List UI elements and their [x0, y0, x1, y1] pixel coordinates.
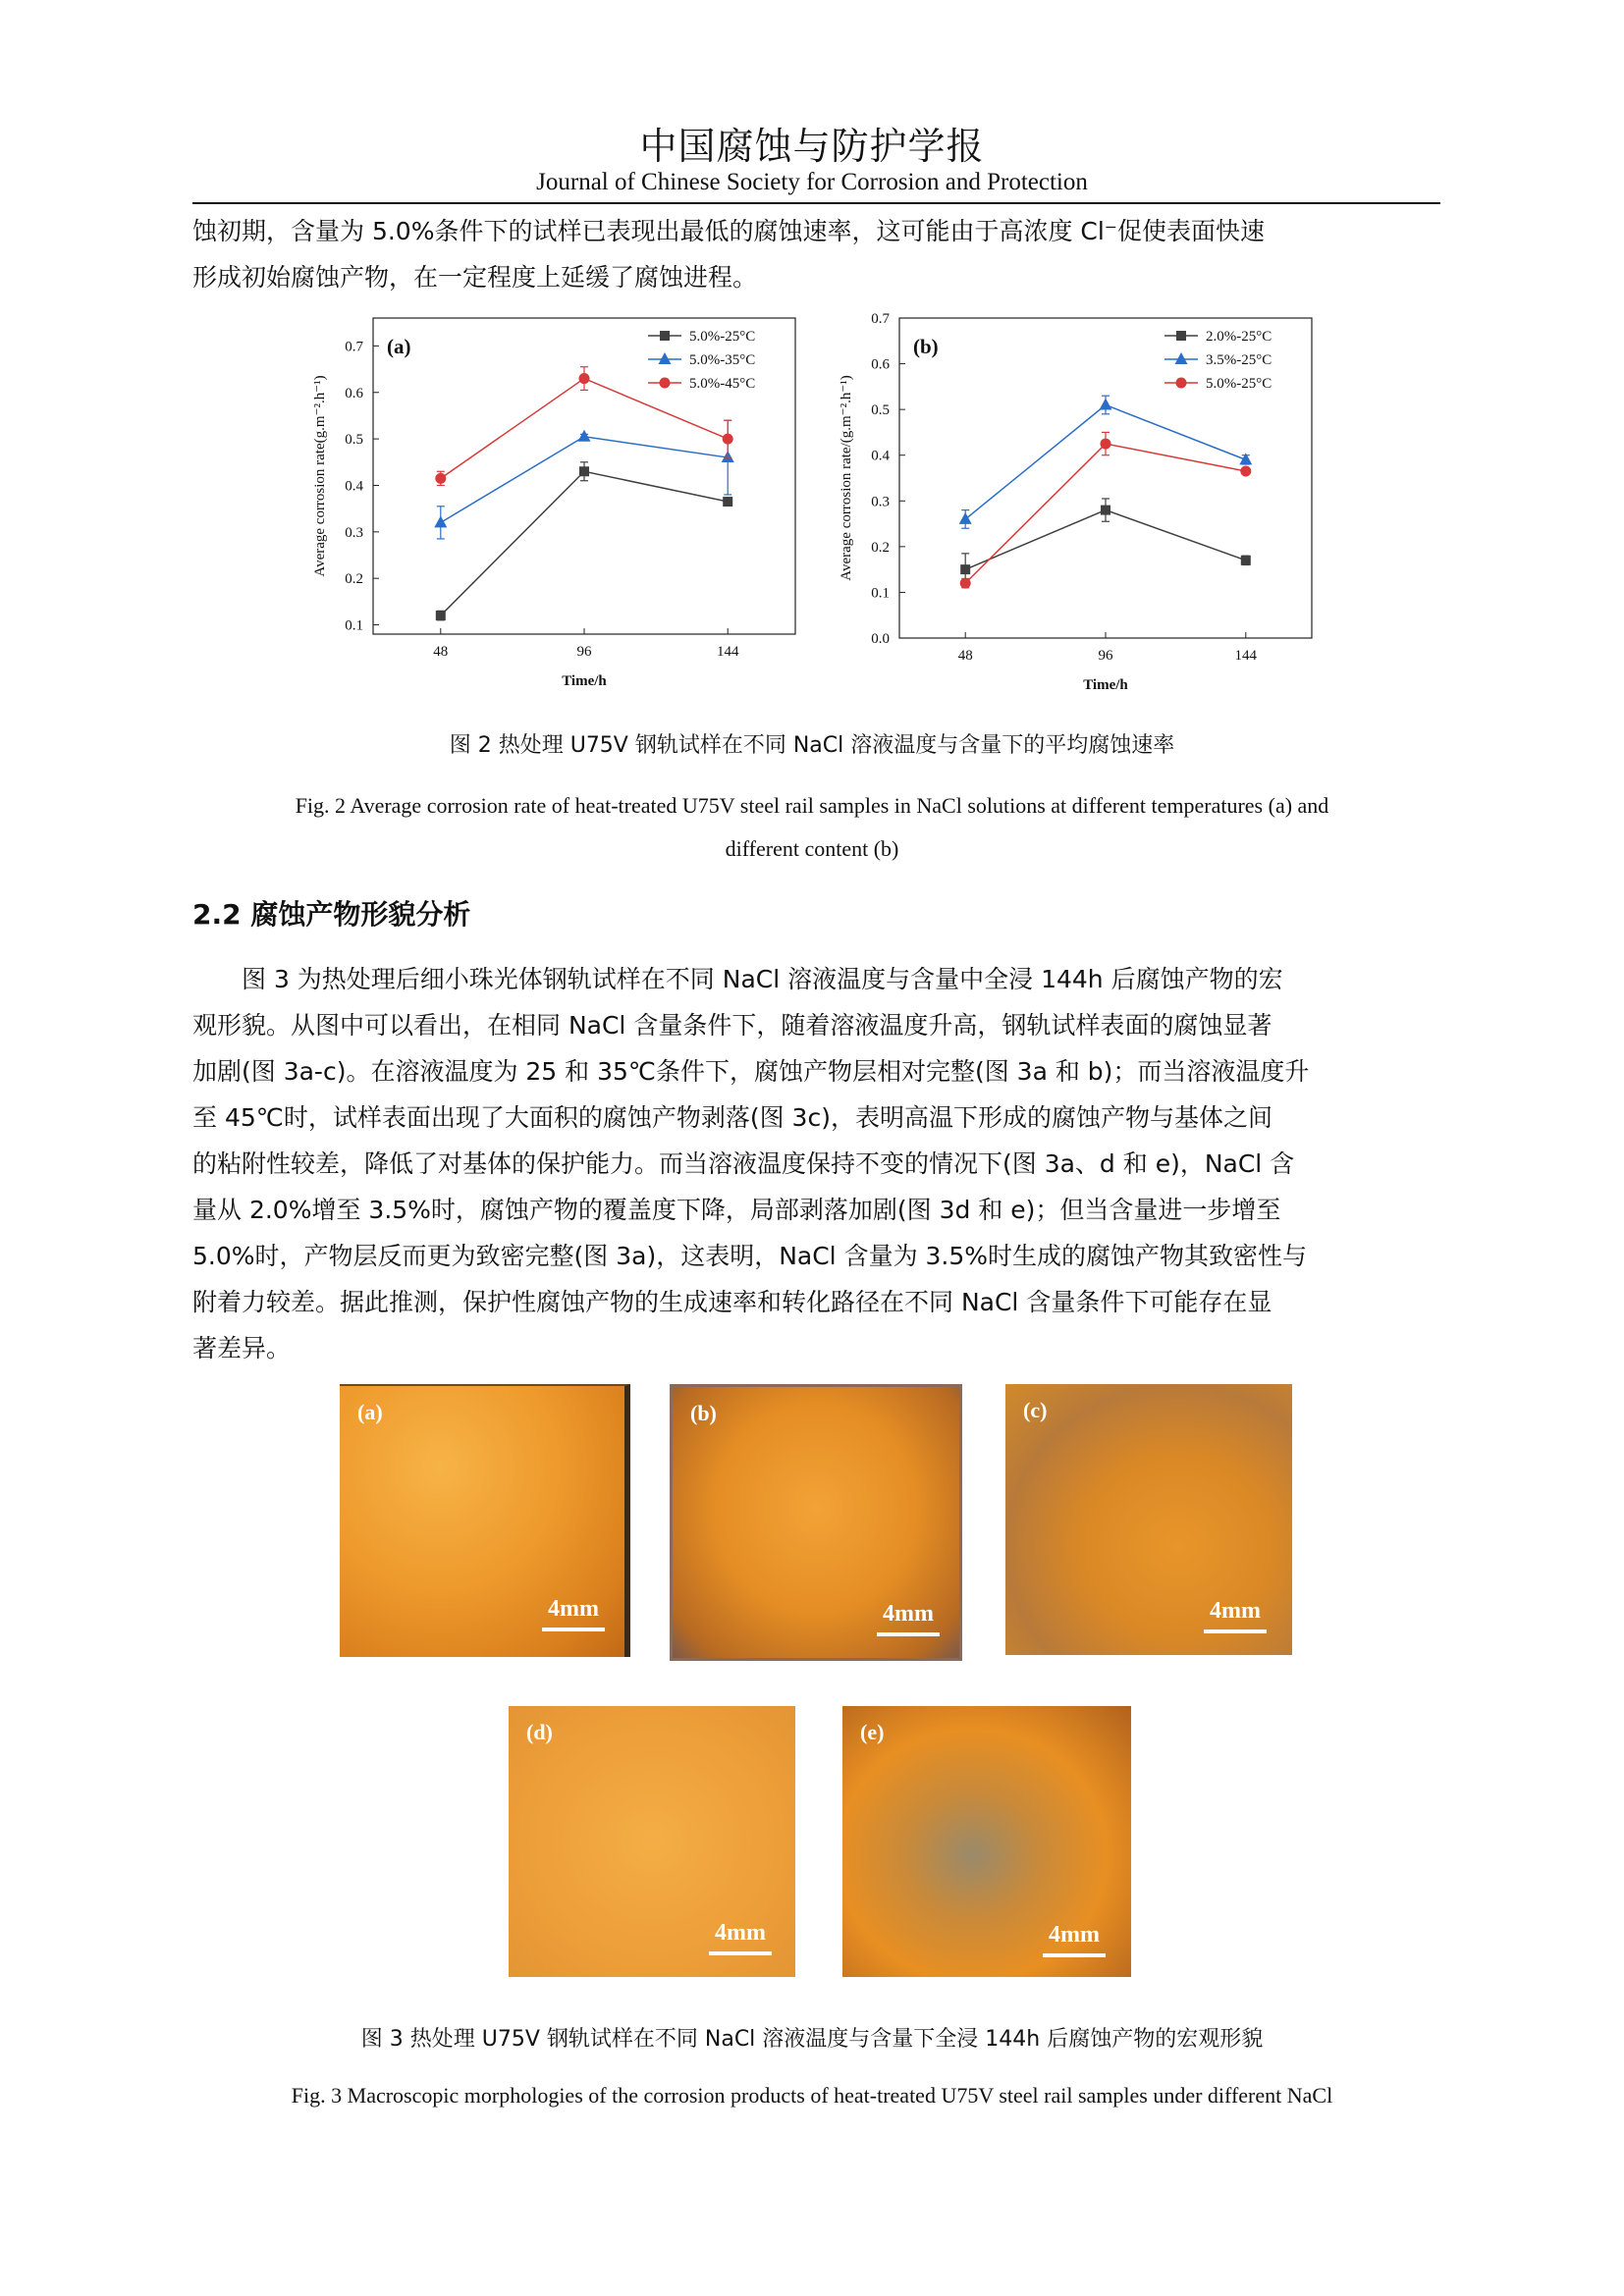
y-tick-label: 0.4	[345, 478, 363, 495]
y-tick-label: 0.7	[345, 339, 363, 355]
text-line: 附着力较差。据此推测，保护性腐蚀产物的生成速率和转化路径在不同 NaCl 含量条件下可能存在显	[192, 1288, 1272, 1316]
fig3-caption-en: Fig. 3 Macroscopic morphologies of the corrosion products of heat-treated U75V steel rail samples under different NaCl	[291, 2083, 1333, 2108]
panel-label: (b)	[913, 335, 939, 358]
scale-text: 4mm	[1049, 1922, 1100, 1948]
legend-label: 2.0%-25°C	[1206, 329, 1272, 345]
scale-bar	[1204, 1629, 1267, 1633]
text-line: 量从 2.0%增至 3.5%时，腐蚀产物的覆盖度下降，局部剥落加剧(图 3d 和 e)；但当含量进一步增至	[192, 1196, 1281, 1224]
photo-a	[340, 1384, 630, 1657]
photo-c	[1005, 1384, 1292, 1655]
data-point	[1101, 439, 1111, 450]
photo-d	[509, 1706, 795, 1977]
data-point	[960, 578, 971, 589]
y-tick-label: 0.1	[871, 585, 890, 602]
scale-text: 4mm	[1210, 1598, 1261, 1624]
x-tick-label: 48	[957, 648, 973, 664]
data-point	[1240, 466, 1251, 477]
photo-label: (a)	[357, 1400, 383, 1424]
y-axis-label: Average corrosion rate/(g.m⁻².h⁻¹)	[839, 375, 854, 581]
journal-title-en: Journal of Chinese Society for Corrosion and Protection	[536, 169, 1088, 195]
scale-text: 4mm	[548, 1596, 599, 1622]
x-tick-label: 144	[716, 644, 739, 660]
text-line: 至 45℃时，试样表面出现了大面积的腐蚀产物剥落(图 3c)，表明高温下形成的腐蚀产物与基体之间	[192, 1103, 1272, 1132]
photo-label: (e)	[860, 1720, 885, 1744]
y-tick-label: 0.5	[345, 432, 363, 449]
text-line: 观形貌。从图中可以看出，在相同 NaCl 含量条件下，随着溶液温度升高，钢轨试样表面的腐蚀显著	[192, 1011, 1272, 1040]
text-line: 图 3 为热处理后细小珠光体钢轨试样在不同 NaCl 溶液温度与含量中全浸 144h 后腐蚀产物的宏	[242, 965, 1283, 993]
data-point	[579, 466, 589, 476]
y-tick-label: 0.1	[345, 617, 363, 634]
data-point	[1100, 398, 1112, 409]
legend-marker	[660, 331, 670, 341]
scale-bar	[542, 1628, 605, 1631]
data-point	[1101, 506, 1110, 515]
data-point	[434, 515, 447, 527]
header-rule	[192, 202, 1440, 204]
scale-text: 4mm	[715, 1920, 766, 1946]
section-title: 2.2 腐蚀产物形貌分析	[192, 898, 471, 931]
y-tick-label: 0.5	[871, 402, 890, 419]
y-axis-label: Average corrosion rate(g.m⁻².h⁻¹)	[312, 375, 328, 577]
photo-b	[670, 1384, 962, 1661]
data-point	[579, 373, 590, 384]
data-point	[723, 497, 732, 507]
text-line: 5.0%时，产物层反而更为致密完整(图 3a)，这表明，NaCl 含量为 3.5%时生成的腐蚀产物其致密性与	[192, 1242, 1308, 1270]
body-paragraph	[192, 956, 1439, 1371]
data-point	[1241, 556, 1251, 565]
y-tick-label: 0.0	[871, 631, 890, 647]
legend-label: 5.0%-45°C	[689, 376, 756, 392]
panel-label: (a)	[387, 335, 411, 358]
y-tick-label: 0.4	[871, 448, 890, 464]
legend-label: 3.5%-25°C	[1206, 352, 1272, 368]
intro-paragraph	[192, 208, 1439, 300]
y-tick-label: 0.6	[871, 356, 890, 373]
legend-label: 5.0%-25°C	[1206, 376, 1272, 392]
y-tick-label: 0.7	[871, 311, 890, 327]
fig3-caption-cn: 图 3 热处理 U75V 钢轨试样在不同 NaCl 溶液温度与含量下全浸 144h 后腐蚀产物的宏观形貌	[360, 2027, 1264, 2052]
photo-label: (c)	[1023, 1398, 1048, 1422]
y-tick-label: 0.3	[871, 494, 890, 510]
legend-label: 5.0%-25°C	[689, 329, 756, 345]
legend-marker	[660, 378, 671, 389]
legend-marker	[1176, 378, 1187, 389]
fig2-caption-en-line2: different content (b)	[725, 836, 899, 861]
text-line: 形成初始腐蚀产物，在一定程度上延缓了腐蚀进程。	[192, 263, 758, 292]
y-tick-label: 0.6	[345, 385, 363, 401]
fig2-caption-cn: 图 2 热处理 U75V 钢轨试样在不同 NaCl 溶液温度与含量下的平均腐蚀速率	[449, 733, 1175, 758]
x-tick-label: 48	[433, 644, 449, 660]
legend-marker	[1176, 331, 1186, 341]
text-line: 蚀初期，含量为 5.0%条件下的试样已表现出最低的腐蚀速率，这可能由于高浓度 Cl⁻促使表面快速	[192, 217, 1266, 245]
x-axis-label: Time/h	[1083, 677, 1128, 693]
data-point	[959, 512, 972, 524]
legend-marker	[659, 352, 672, 364]
legend-marker	[1175, 352, 1188, 364]
chart-a	[314, 312, 825, 713]
data-point	[723, 434, 733, 445]
photo-label: (d)	[526, 1720, 553, 1744]
scale-bar	[709, 1951, 772, 1955]
photo-e	[842, 1706, 1131, 1977]
y-tick-label: 0.3	[345, 524, 363, 541]
text-line: 加剧(图 3a-c)。在溶液温度为 25 和 35℃条件下，腐蚀产物层相对完整(图 3a 和 b)；而当溶液温度升	[192, 1057, 1310, 1086]
text-line: 的粘附性较差，降低了对基体的保护能力。而当溶液温度保持不变的情况下(图 3a、d 和 e)，NaCl 含	[192, 1149, 1295, 1178]
scale-text: 4mm	[883, 1601, 934, 1627]
text-line: 著差异。	[192, 1334, 292, 1362]
photo-label: (b)	[690, 1401, 717, 1425]
journal-title-cn: 中国腐蚀与防护学报	[639, 125, 985, 168]
x-tick-label: 96	[1098, 648, 1113, 664]
scale-bar	[1043, 1953, 1106, 1957]
fig2-caption-en-line1: Fig. 2 Average corrosion rate of heat-treated U75V steel rail samples in NaCl solutions at different temperatures (a) and	[295, 793, 1329, 818]
scale-bar	[877, 1632, 940, 1636]
data-point	[578, 430, 591, 442]
x-tick-label: 96	[576, 644, 592, 660]
y-tick-label: 0.2	[345, 571, 363, 588]
data-point	[436, 611, 446, 620]
y-tick-label: 0.2	[871, 539, 890, 556]
data-point	[960, 564, 970, 574]
x-axis-label: Time/h	[562, 673, 607, 689]
series-line	[441, 471, 728, 615]
x-tick-label: 144	[1234, 648, 1258, 664]
data-point	[435, 473, 446, 484]
legend-label: 5.0%-35°C	[689, 352, 756, 368]
chart-b	[839, 304, 1333, 713]
